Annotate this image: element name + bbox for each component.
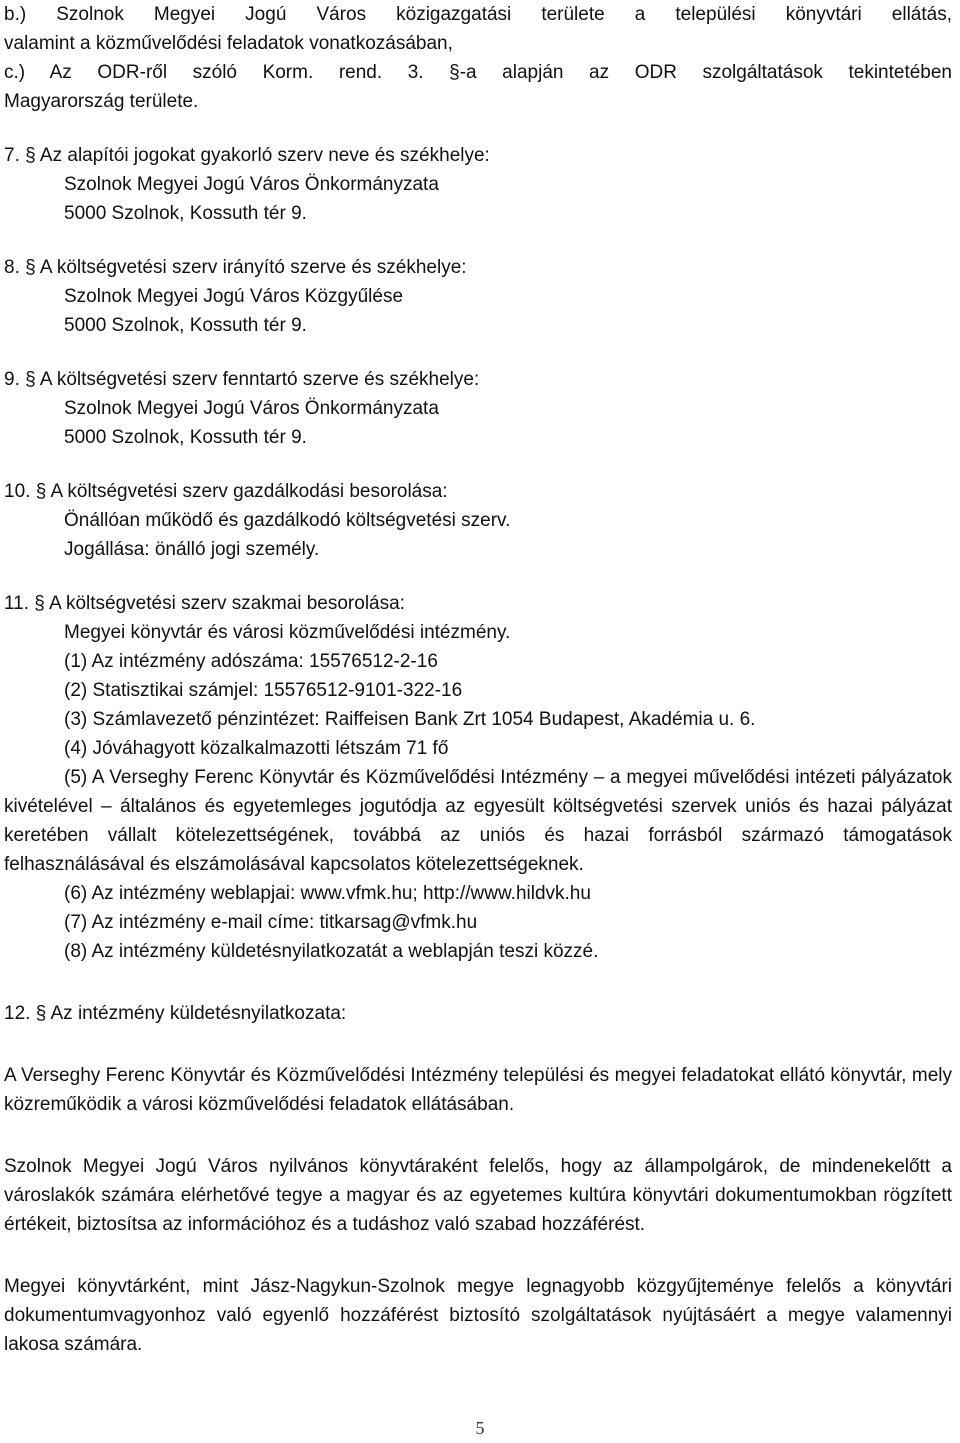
section-7-heading: 7. § Az alapítói jogokat gyakorló szerv neve és székhelye:	[4, 145, 490, 166]
section-12	[4, 999, 952, 1359]
section-11-item-7: (7) Az intézmény e-mail címe: titkarsag@vfmk.hu	[64, 912, 478, 933]
item-c-line-1: c.) Az ODR-ről szóló Korm. rend. 3. §-a alapján az ODR szolgáltatások tekintetében	[4, 62, 952, 83]
section-9-heading: 9. § A költségvetési szerv fenntartó szerve és székhelye:	[4, 369, 480, 390]
section-11-line: (1) Az intézmény adószáma: 15576512-2-16	[64, 651, 438, 672]
section-7-line: Szolnok Megyei Jogú Város Önkormányzata	[64, 174, 439, 195]
section-12-heading: 12. § Az intézmény küldetésnyilatkozata:	[4, 1003, 347, 1024]
section-9-line: Szolnok Megyei Jogú Város Önkormányzata	[64, 398, 439, 419]
page-number: 5	[475, 1418, 485, 1438]
section-11-item-6: (6) Az intézmény weblapjai: www.vfmk.hu; http://www.hildvk.hu	[64, 883, 591, 904]
section-11-line: (2) Statisztikai számjel: 15576512-9101-322-16	[64, 680, 463, 701]
section-11-heading: 11. § A költségvetési szerv szakmai besorolása:	[4, 593, 405, 614]
item-c-line-2: Magyarország területe.	[4, 91, 199, 112]
section-8-heading: 8. § A költségvetési szerv irányító szerve és székhelye:	[4, 257, 467, 278]
section-10	[4, 477, 952, 564]
item-b-line-2: valamint a közművelődési feladatok vonatkozásában,	[4, 33, 453, 54]
section-10-heading: 10. § A költségvetési szerv gazdálkodási besorolása:	[4, 481, 448, 502]
section-7-line: 5000 Szolnok, Kossuth tér 9.	[64, 203, 307, 224]
section-11-item-8: (8) Az intézmény küldetésnyilatkozatát a weblapján teszi közzé.	[64, 941, 599, 962]
section-11-item-5: (5) A Verseghy Ferenc Könyvtár és Közművelődési Intézmény – a megyei művelődési intézeti pályázatok kivételével – általános és egyetemleges jogutódja az egyesült költségvetési szervek uniós és hazai pályázat keretében vállalt kötelezettségének, továbbá az uniós és hazai forrásból származó támogatások felhasználásával és elszámolásával kapcsolatos kötelezettségeknek.	[4, 767, 952, 875]
section-8-line: Szolnok Megyei Jogú Város Közgyűlése	[64, 286, 404, 307]
section-8	[4, 253, 952, 340]
section-7	[4, 141, 952, 228]
section-11-line: (4) Jóváhagyott közalkalmazotti létszám 71 fő	[64, 738, 449, 759]
section-10-line: Önállóan működő és gazdálkodó költségvetési szerv.	[64, 510, 511, 531]
top-list	[4, 0, 952, 116]
section-9-line: 5000 Szolnok, Kossuth tér 9.	[64, 427, 307, 448]
section-11-line: Megyei könyvtár és városi közművelődési intézmény.	[64, 622, 511, 643]
section-11-line: (3) Számlavezető pénzintézet: Raiffeisen Bank Zrt 1054 Budapest, Akadémia u. 6.	[64, 709, 756, 730]
mission-paragraph-2: Szolnok Megyei Jogú Város nyilvános könyvtáraként felelős, hogy az állampolgárok, de mindenekelőtt a városlakók számára elérhetővé tegye a magyar és az egyetemes kultúra könyvtári dokumentumokban rögzített értékeit, biztosítsa az információhoz és a tudáshoz való szabad hozzáférést.	[4, 1156, 952, 1235]
section-8-line: 5000 Szolnok, Kossuth tér 9.	[64, 315, 307, 336]
mission-paragraph-3: Megyei könyvtárként, mint Jász-Nagykun-Szolnok megye legnagyobb közgyűjteménye felelős a könyvtári dokumentumvagyonhoz való egyenlő hozzáférést biztosító szolgáltatások nyújtásáért a megye valamennyi lakosa számára.	[4, 1276, 952, 1355]
section-10-line: Jogállása: önálló jogi személy.	[64, 539, 320, 560]
section-11	[4, 589, 952, 966]
section-9	[4, 365, 952, 452]
mission-paragraph-1: A Verseghy Ferenc Könyvtár és Közművelődési Intézmény települési és megyei feladatokat ellátó könyvtár, mely közreműködik a városi közművelődési feladatok ellátásában.	[4, 1065, 952, 1115]
item-b-line-1: b.) Szolnok Megyei Jogú Város közigazgatási területe a települési könyvtári ellátás,	[4, 4, 952, 25]
